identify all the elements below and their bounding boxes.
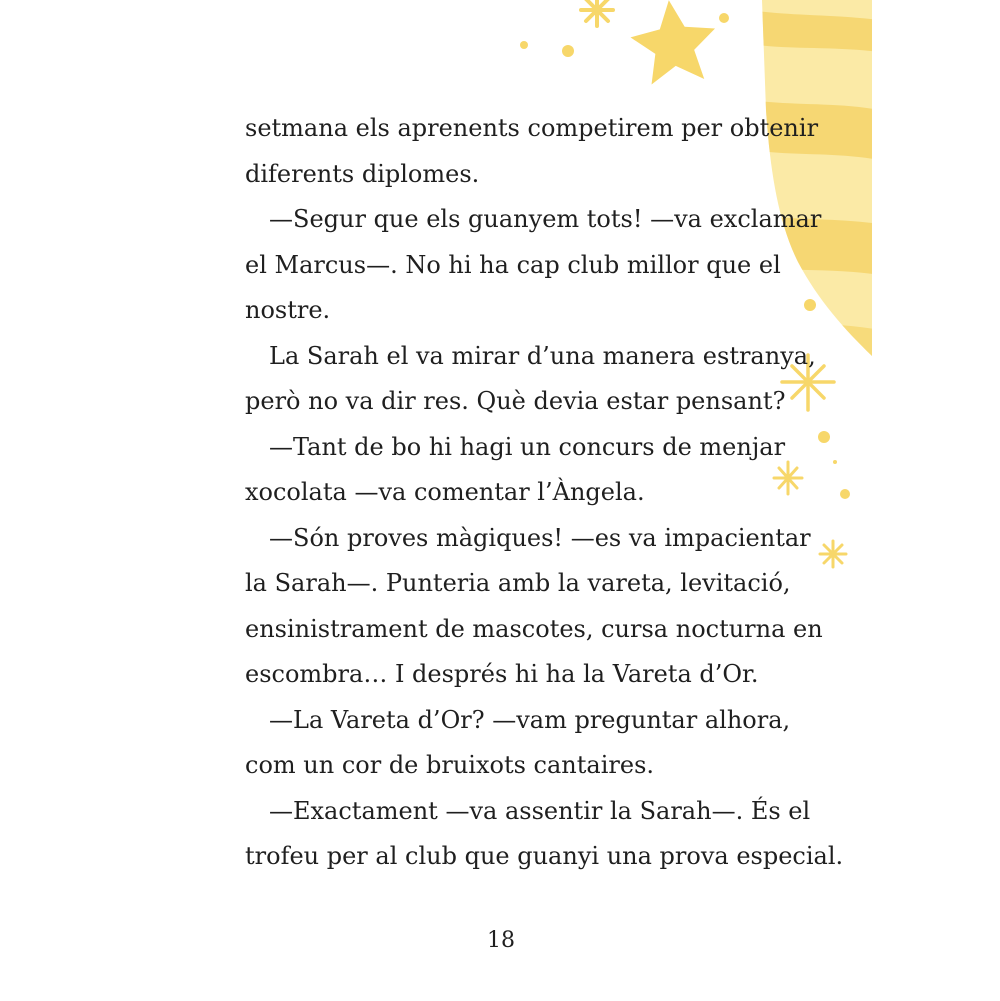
star-icon <box>627 0 720 86</box>
text-line: ensinistrament de mascotes, cursa nocturna en <box>245 614 823 643</box>
text-line: com un cor de bruixots cantaires. <box>245 751 655 779</box>
dot-icon <box>804 299 816 311</box>
text-line: però no va dir res. Què devia estar pensant? <box>245 387 786 415</box>
text-line: la Sarah—. Punteria amb la vareta, levitació, <box>245 569 791 597</box>
text-line: xocolata —va comentar l’Àngela. <box>245 478 645 506</box>
text-line: diferents diplomes. <box>245 159 480 188</box>
dot-icon <box>719 13 729 23</box>
text-line: —Tant de bo hi hagi un concurs de menjar <box>269 432 786 461</box>
dot-icon <box>833 460 837 464</box>
text-line: —Exactament —va assentir la Sarah—. És el <box>269 796 811 825</box>
page-number: 18 <box>487 928 515 953</box>
body-text <box>245 106 844 880</box>
sparkle-icon <box>820 541 846 567</box>
text-line: —Són proves màgiques! —es va impacientar <box>269 523 811 552</box>
text-line: setmana els aprenents competirem per obtenir <box>245 114 819 142</box>
text-line: trofeu per al club que guanyi una prova especial. <box>245 842 844 870</box>
text-line: escombra… I després hi ha la Vareta d’Or. <box>245 660 759 688</box>
dot-icon <box>520 41 528 49</box>
text-line: nostre. <box>245 296 331 324</box>
dot-icon <box>840 489 850 499</box>
text-line: La Sarah el va mirar d’una manera estranya, <box>269 341 816 370</box>
text-line: el Marcus—. No hi ha cap club millor que el <box>245 250 781 279</box>
dot-icon <box>818 431 830 443</box>
dot-icon <box>562 45 574 57</box>
text-line: —La Vareta d’Or? —vam preguntar alhora, <box>269 705 791 734</box>
sparkle-icon <box>581 0 613 26</box>
book-page <box>130 0 872 1001</box>
text-line: —Segur que els guanyem tots! —va exclamar <box>269 205 822 233</box>
